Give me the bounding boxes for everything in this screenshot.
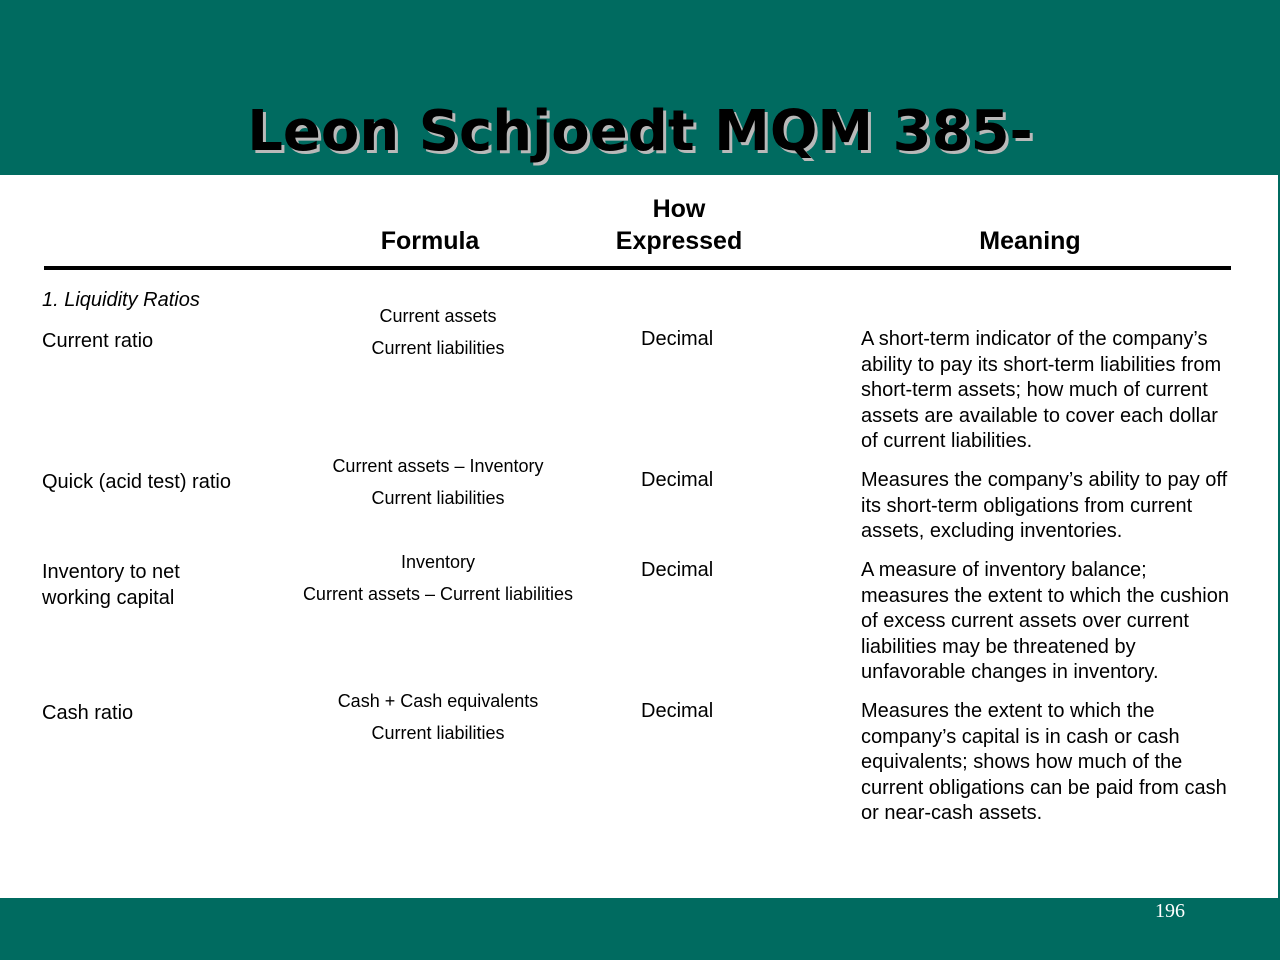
header-rule <box>44 266 1231 270</box>
formula-numerator: Cash + Cash equivalents <box>337 691 539 711</box>
ratio-name <box>42 328 153 354</box>
ratio-name-line: Quick (acid test) ratio <box>42 471 231 493</box>
meaning-text: Measures the extent to which the company’s capital is in cash or cash equivalents; shows how much of the current obligations can be paid from cash or near-cash assets. <box>861 700 1227 824</box>
header-how: How <box>652 195 706 223</box>
expressed-value: Decimal <box>641 328 714 350</box>
formula-denominator: Current liabilities <box>371 723 505 743</box>
ratio-name-line: Current ratio <box>42 330 154 352</box>
meaning-text: A measure of inventory balance; measures the extent to which the cushion of excess current assets over current liabilities may be threatened by unfavorable changes in inventory. <box>861 559 1229 683</box>
formula-numerator: Current assets <box>379 306 497 326</box>
ratio-name <box>42 559 180 611</box>
formula-denominator: Current liabilities <box>371 338 505 358</box>
footer-band <box>0 898 1280 960</box>
formula-denominator: Current liabilities <box>371 488 505 508</box>
ratio-name <box>42 469 231 495</box>
formula-numerator: Current assets – Inventory <box>332 456 544 476</box>
ratio-name <box>42 700 133 726</box>
expressed-value: Decimal <box>641 700 714 722</box>
page-number: 196 <box>1155 900 1185 922</box>
ratio-name-line: Cash ratio <box>42 702 134 724</box>
expressed-value: Decimal <box>641 559 714 581</box>
ratio-name-line: working capital <box>42 587 175 609</box>
header-expressed: Expressed <box>615 227 743 255</box>
section-label: 1. Liquidity Ratios <box>42 289 200 311</box>
formula-numerator: Inventory <box>400 552 476 572</box>
ratio-name-line: Inventory to net <box>42 561 180 583</box>
slide-title: Leon Schjoedt MQM 385- <box>247 99 1033 164</box>
header-formula: Formula <box>380 227 480 255</box>
expressed-value: Decimal <box>641 469 714 491</box>
meaning-text: Measures the company’s ability to pay off its short-term obligations from current assets, excluding inventories. <box>861 469 1228 542</box>
header-meaning: Meaning <box>979 227 1081 255</box>
formula-denominator: Current assets – Current liabilities <box>302 584 574 604</box>
meaning-text: A short-term indicator of the company’s ability to pay its short-term liabilities from short-term assets; how much of current assets are available to cover each dollar of current liabilities. <box>861 328 1222 452</box>
